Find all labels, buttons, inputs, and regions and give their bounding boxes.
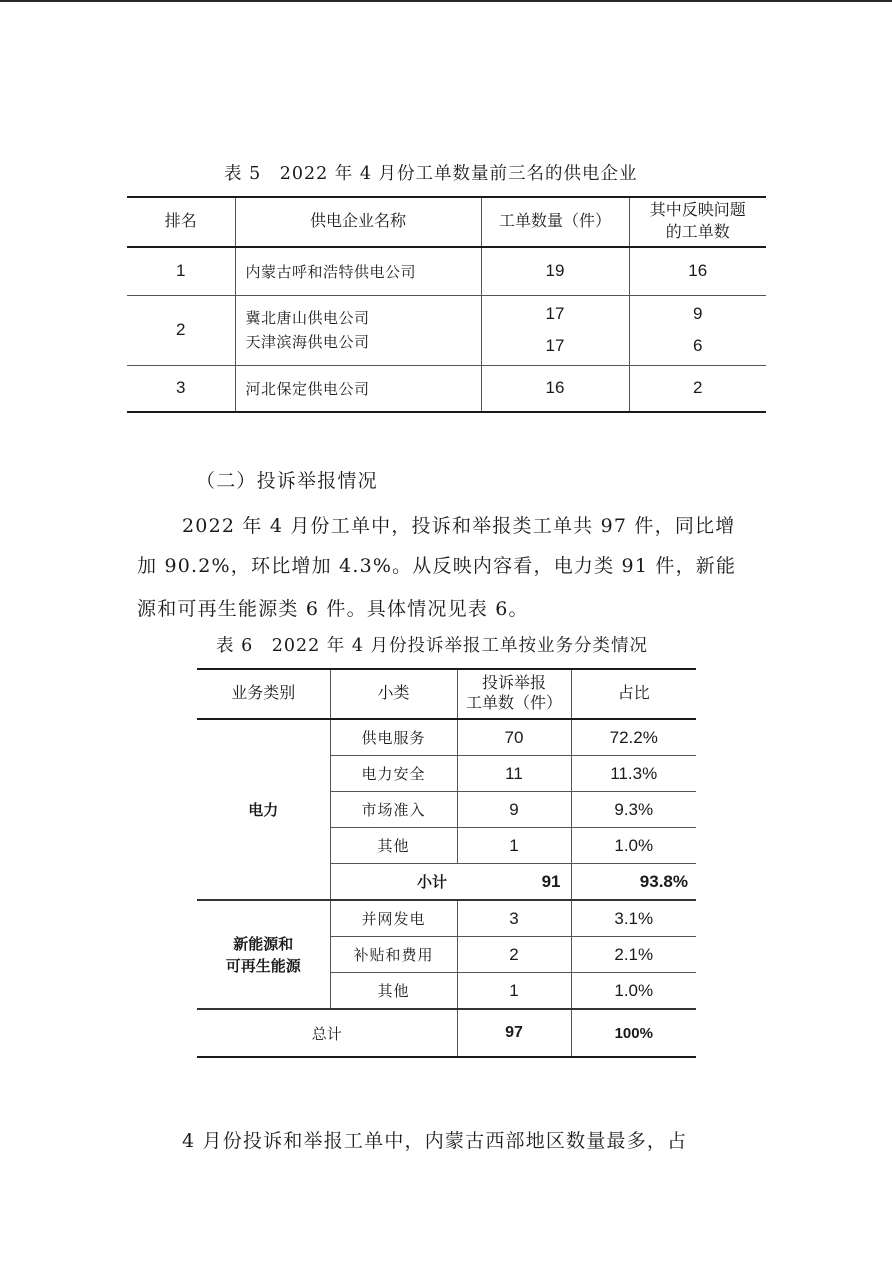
- table-row: [197, 900, 696, 937]
- table6: [197, 668, 696, 1058]
- table-row: [197, 719, 696, 756]
- table5-issues: 6: [693, 336, 703, 355]
- table5-count: 19: [481, 247, 629, 295]
- table6-share: 11.3%: [571, 756, 696, 792]
- table6-share: 1.0%: [571, 828, 696, 864]
- table5-count: 17: [545, 336, 565, 355]
- table5-header-row: [127, 197, 766, 247]
- table5-header-count: 工单数量（件）: [481, 197, 629, 247]
- table6-count: 9: [457, 792, 571, 828]
- table5-rank: 1: [127, 247, 235, 295]
- table5-company: 河北保定供电公司: [235, 365, 481, 412]
- table6-header-subcategory: 小类: [330, 669, 457, 719]
- table6-header-count: [457, 669, 571, 719]
- table6-header-category: 业务类别: [197, 669, 330, 719]
- table6-header-count-line1: 投诉举报: [481, 675, 546, 692]
- table5-issues: 16: [629, 247, 766, 295]
- table6-count: 11: [457, 756, 571, 792]
- table5: [127, 196, 766, 413]
- table5-rank: 2: [127, 295, 235, 365]
- table6-header-count-line2: 工单数（件）: [465, 695, 562, 712]
- table6-subcategory: 并网发电: [330, 900, 457, 937]
- page-top-border: [0, 0, 892, 2]
- table-row: [127, 295, 766, 365]
- closing-paragraph-line: 4 月份投诉和举报工单中，内蒙古西部地区数量最多，占: [182, 1130, 688, 1152]
- table6-subcategory: 其他: [330, 973, 457, 1010]
- table6-subcategory: 补贴和费用: [330, 937, 457, 973]
- paragraph-line: 2022 年 4 月份工单中，投诉和举报类工单共 97 件，同比增: [182, 515, 736, 537]
- table6-subtotal-count: 91: [457, 864, 571, 901]
- table5-header-company: 供电企业名称: [235, 197, 481, 247]
- table6-total-share: 100%: [571, 1009, 696, 1057]
- table5-company: 内蒙古呼和浩特供电公司: [235, 247, 481, 295]
- table5-header-issues: [629, 197, 766, 247]
- table6-header-share: 占比: [571, 669, 696, 719]
- table-row: [127, 365, 766, 412]
- table6-category-renewable-line1: 新能源和: [233, 934, 294, 953]
- section-heading: （二）投诉举报情况: [196, 470, 378, 492]
- table5-count: 16: [481, 365, 629, 412]
- table6-total-count: 97: [457, 1009, 571, 1057]
- table5-header-rank: 排名: [127, 197, 235, 247]
- table5-issues-stack: [629, 295, 766, 365]
- table6-total-row: [197, 1009, 696, 1057]
- table6-share: 2.1%: [571, 937, 696, 973]
- table6-count: 1: [457, 828, 571, 864]
- table5-rank: 3: [127, 365, 235, 412]
- table5-company-stack: [235, 295, 481, 365]
- table5-company: 天津滨海供电公司: [245, 333, 370, 351]
- paragraph-line: 源和可再生能源类 6 件。具体情况见表 6。: [137, 598, 529, 620]
- table5-caption: 表 5 2022 年 4 月份工单数量前三名的供电企业: [224, 164, 638, 184]
- table-row: [127, 247, 766, 295]
- table6-count: 70: [457, 719, 571, 756]
- table6-share: 3.1%: [571, 900, 696, 937]
- table6-count: 3: [457, 900, 571, 937]
- table6-share: 72.2%: [571, 719, 696, 756]
- table6-subcategory: 市场准入: [330, 792, 457, 828]
- table6-subcategory: 其他: [330, 828, 457, 864]
- table6-category-renewable: [197, 900, 330, 1009]
- table6-subcategory: 电力安全: [330, 756, 457, 792]
- table6-share: 9.3%: [571, 792, 696, 828]
- paragraph-line: 加 90.2%，环比增加 4.3%。从反映内容看，电力类 91 件，新能: [137, 555, 737, 577]
- table5-company: 冀北唐山供电公司: [245, 309, 370, 327]
- table5-count-stack: [481, 295, 629, 365]
- table5-issues: 9: [693, 304, 703, 323]
- table6-subtotal-label: 小计: [330, 864, 457, 901]
- table6-count: 1: [457, 973, 571, 1010]
- table5-count: 17: [545, 304, 565, 323]
- table6-category-renewable-line2: 可再生能源: [225, 956, 301, 975]
- table6-category-power: 电力: [197, 719, 330, 900]
- table5-header-issues-line2: 的工单数: [665, 224, 730, 241]
- table6-header-row: [197, 669, 696, 719]
- table6-count: 2: [457, 937, 571, 973]
- table6-caption: 表 6 2022 年 4 月份投诉举报工单按业务分类情况: [216, 636, 649, 656]
- table5-header-issues-line1: 其中反映问题: [649, 202, 746, 219]
- table6-subtotal-share: 93.8%: [571, 864, 696, 901]
- table6-share: 1.0%: [571, 973, 696, 1010]
- table6-total-label: 总计: [197, 1009, 457, 1057]
- table6-subcategory: 供电服务: [330, 719, 457, 756]
- table5-issues: 2: [629, 365, 766, 412]
